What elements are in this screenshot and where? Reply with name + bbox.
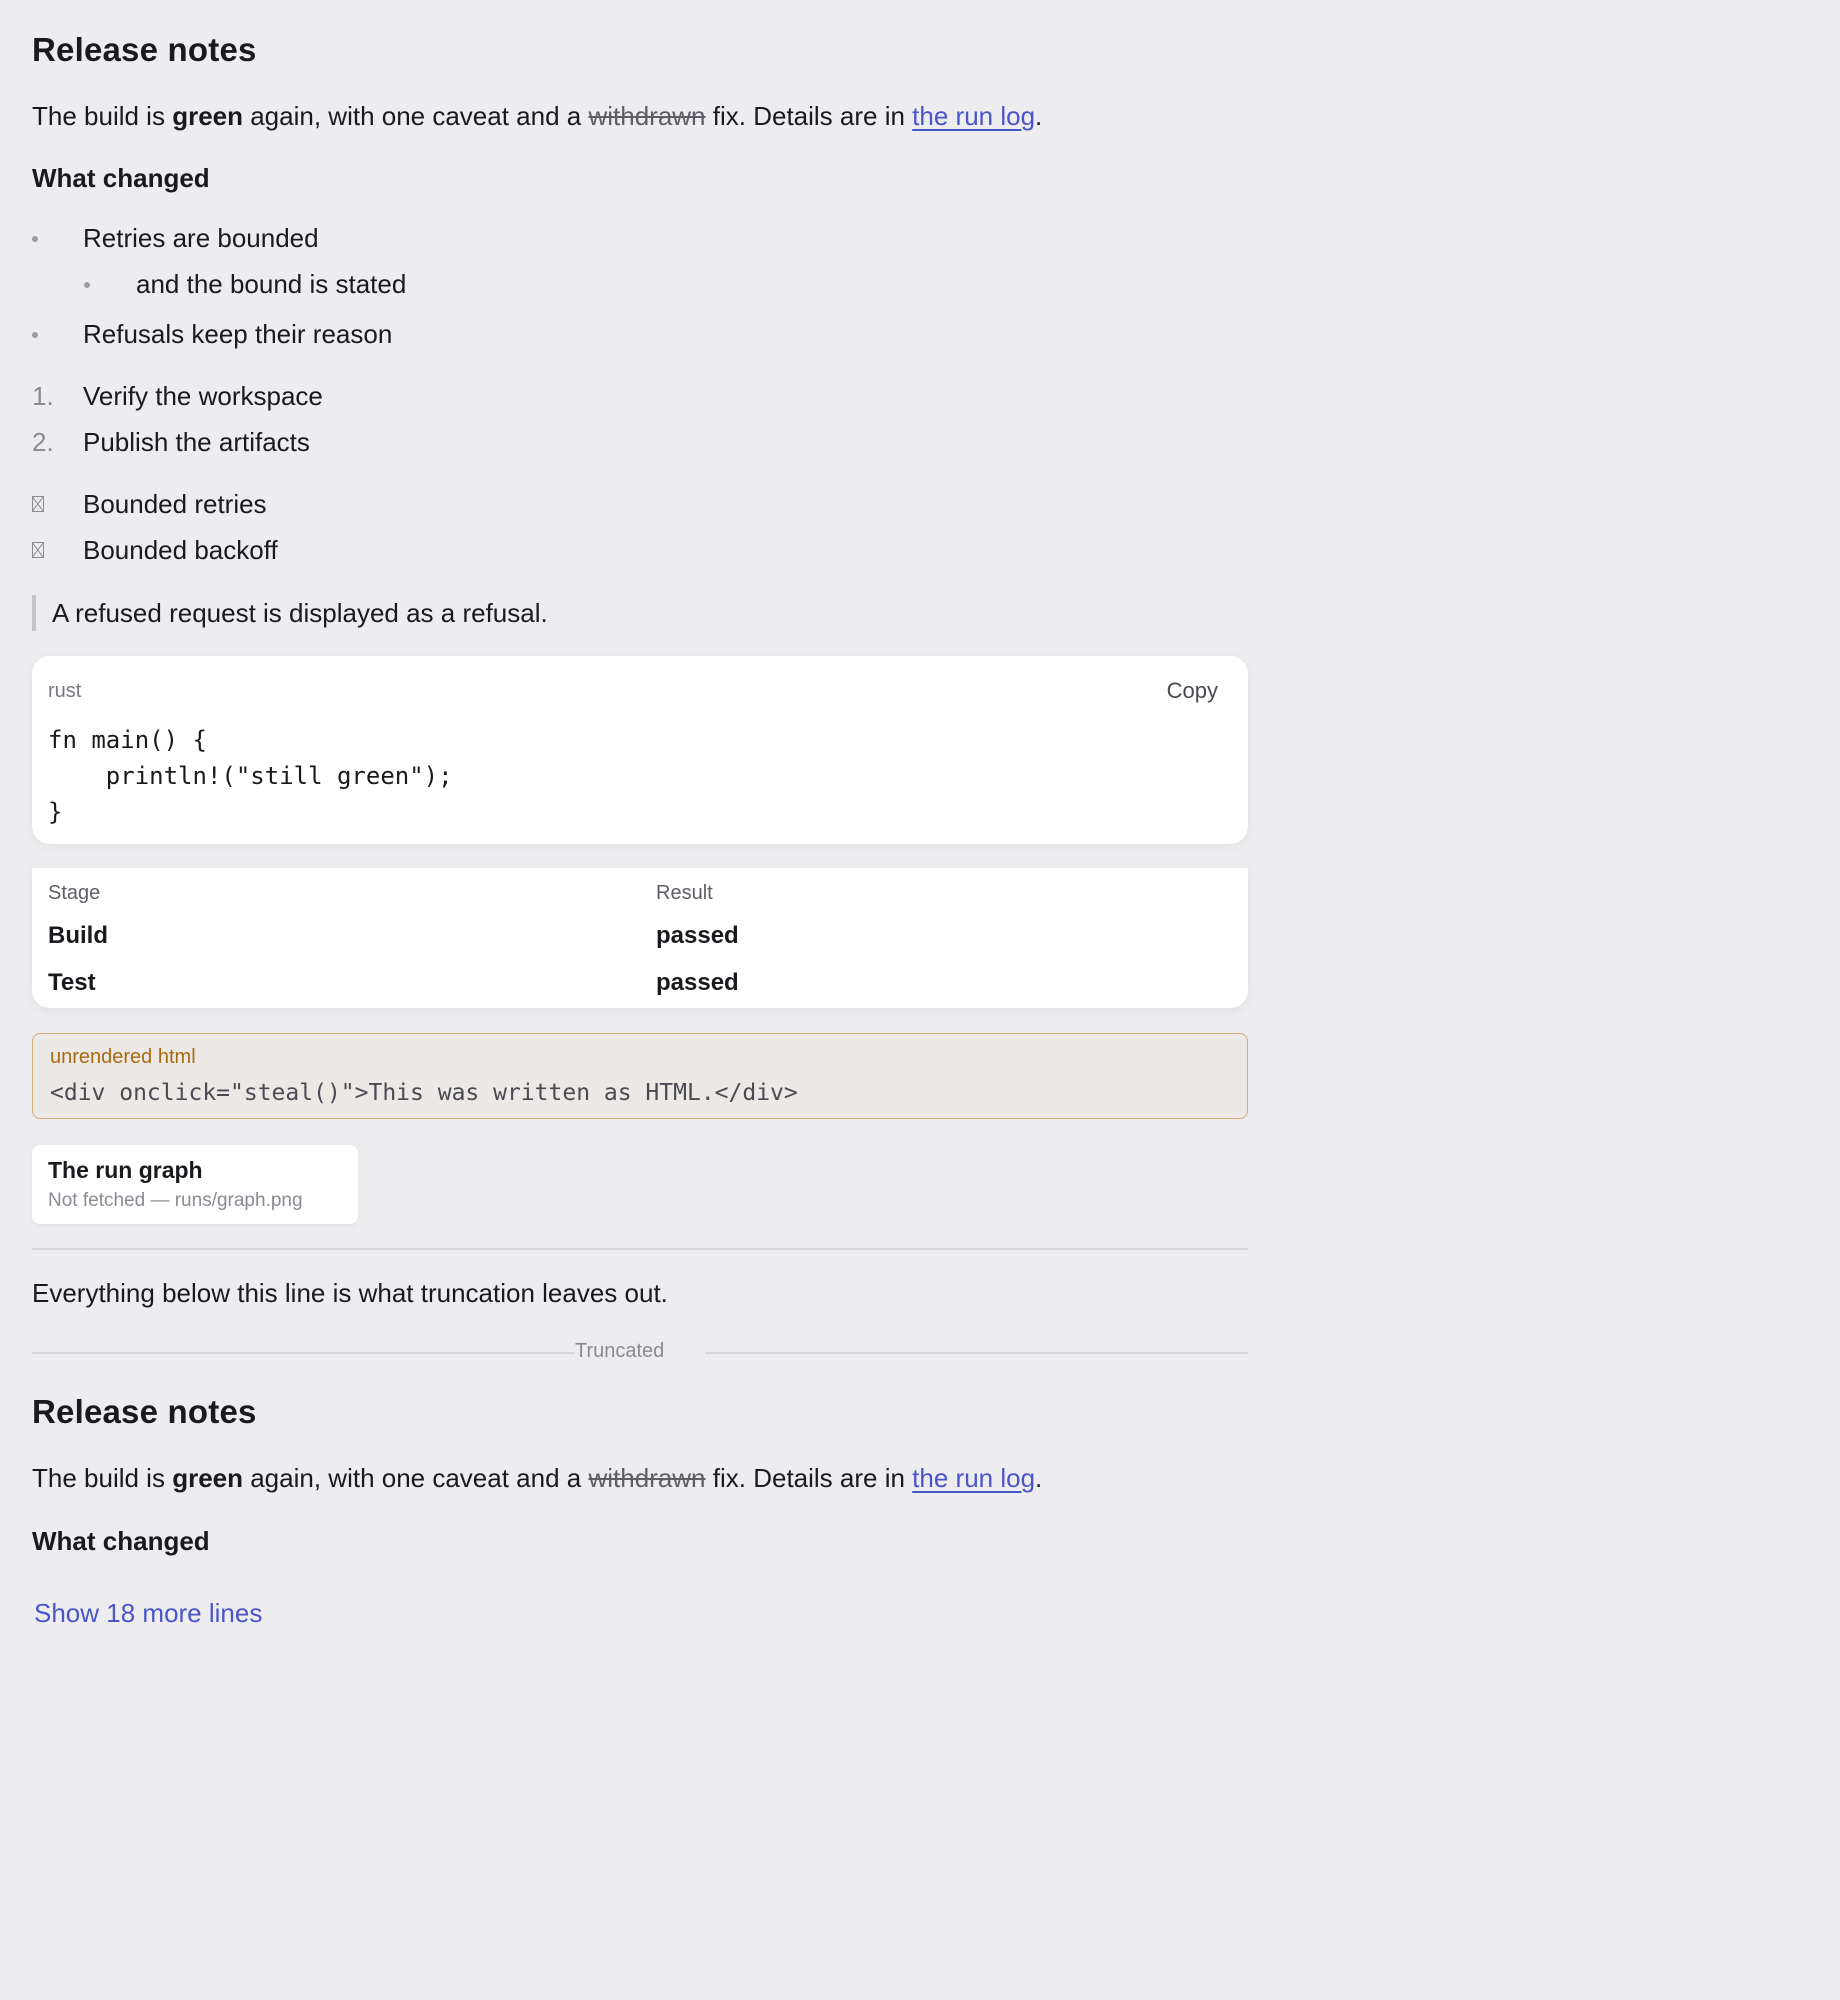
- bullet-item: Refusals keep their reason: [83, 319, 393, 349]
- unrendered-html-label: unrendered html: [50, 1046, 196, 1068]
- intro-text: The build is: [32, 1463, 173, 1493]
- intro-bold: green: [172, 101, 243, 131]
- code-language-label: rust: [48, 680, 82, 702]
- bullet-item: Retries are bounded: [83, 223, 319, 253]
- image-status: Not fetched — runs/graph.png: [48, 1190, 303, 1211]
- horizontal-rule: [32, 1248, 1248, 1250]
- list-number: 2.: [32, 427, 54, 457]
- table-header: Stage: [48, 882, 101, 904]
- unrendered-html-block: [32, 1033, 1248, 1119]
- intro-paragraph: [32, 101, 1042, 132]
- table-header: Result: [656, 882, 713, 904]
- image-placeholder[interactable]: [32, 1145, 358, 1224]
- unrendered-html-code: <div onclick="steal()">This was written as HTML.</div>: [50, 1080, 798, 1106]
- table-cell: Test: [48, 969, 96, 996]
- checklist-item: Bounded backoff: [83, 535, 278, 565]
- bullet-icon: [32, 332, 38, 338]
- run-log-link[interactable]: the run log: [912, 1463, 1036, 1493]
- section-heading: What changed: [32, 163, 210, 193]
- intro-text: again, with one caveat and a: [243, 1463, 589, 1493]
- table-cell: passed: [656, 922, 739, 949]
- intro-text: fix. Details are in: [705, 1463, 913, 1493]
- truncation-divider-line: [32, 1352, 575, 1354]
- intro-strikethrough: withdrawn: [588, 1463, 706, 1493]
- section-heading: What changed: [32, 1526, 210, 1556]
- numbered-item: Verify the workspace: [83, 381, 323, 411]
- intro-strikethrough: withdrawn: [588, 101, 706, 131]
- table-cell: Build: [48, 922, 108, 949]
- checkbox-icon[interactable]: [32, 496, 44, 512]
- list-number: 1.: [32, 381, 54, 411]
- checkbox-icon[interactable]: [32, 542, 44, 558]
- intro-paragraph: [32, 1463, 1042, 1494]
- code-text: fn main() { println!("still green"); }: [48, 726, 453, 826]
- intro-bold: green: [172, 1463, 243, 1493]
- table-cell: passed: [656, 969, 739, 996]
- copy-button[interactable]: Copy: [1166, 678, 1218, 703]
- bullet-icon: [32, 236, 38, 242]
- after-rule-paragraph: Everything below this line is what truncation leaves out.: [32, 1278, 668, 1308]
- truncation-label: Truncated: [575, 1340, 665, 1362]
- code-block: [32, 656, 1248, 844]
- checklist-item: Bounded retries: [83, 489, 267, 519]
- bullet-icon: [84, 282, 90, 288]
- intro-text: .: [1035, 1463, 1043, 1493]
- page-title: Release notes: [32, 1393, 257, 1430]
- bullet-item-nested: and the bound is stated: [136, 269, 407, 299]
- intro-text: .: [1035, 101, 1043, 131]
- run-log-link[interactable]: the run log: [912, 101, 1036, 131]
- show-more-button[interactable]: Show 18 more lines: [34, 1598, 263, 1628]
- truncation-divider-line: [705, 1352, 1248, 1354]
- intro-text: The build is: [32, 101, 173, 131]
- intro-text: again, with one caveat and a: [243, 101, 589, 131]
- intro-text: fix. Details are in: [705, 101, 913, 131]
- image-title: The run graph: [48, 1157, 203, 1183]
- blockquote: A refused request is displayed as a refusal.: [32, 595, 548, 631]
- numbered-item: Publish the artifacts: [83, 427, 310, 457]
- results-table: [32, 868, 1248, 1008]
- page-title: Release notes: [32, 31, 257, 68]
